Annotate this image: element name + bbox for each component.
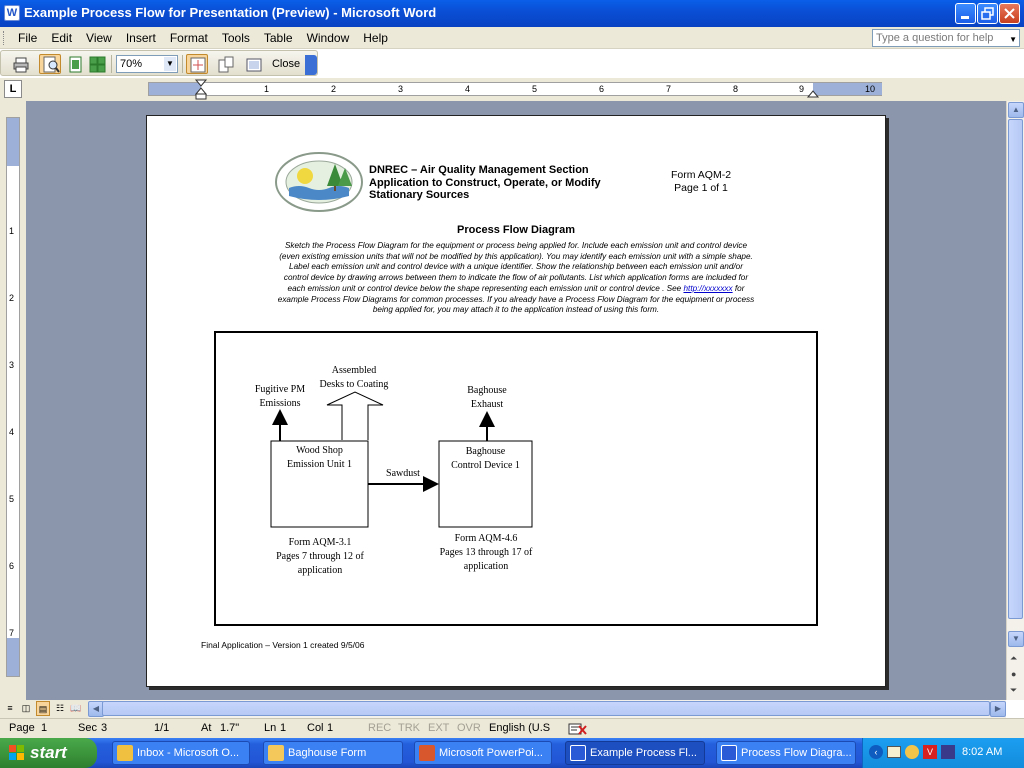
tray-expand-icon[interactable]: ‹ <box>869 745 883 759</box>
label-line: Wood Shop <box>296 445 343 456</box>
outline-view-icon[interactable]: ☷ <box>55 703 65 713</box>
help-search-input[interactable] <box>872 29 1020 47</box>
status-ovr[interactable]: OVR <box>457 722 481 734</box>
right-indent-marker-icon[interactable] <box>807 89 819 99</box>
view-buttons <box>0 700 88 718</box>
task-powerpoint[interactable] <box>414 741 552 765</box>
magnifier-button[interactable] <box>39 54 61 74</box>
label-line: Baghouse <box>467 385 507 396</box>
help-placeholder: Type a question for help <box>876 32 994 44</box>
ruler-number: 6 <box>9 561 15 571</box>
previous-page-icon[interactable]: ⏶ <box>1010 653 1018 663</box>
print-icon <box>12 56 30 74</box>
agency-heading <box>369 164 601 202</box>
instruction-line: each emission unit or control device below the shape representing each emission unit or control device . See <box>287 283 684 293</box>
form-id: Form AQM-2 <box>670 169 732 181</box>
start-label: start <box>30 743 67 762</box>
clock-sync-icon[interactable] <box>905 745 919 759</box>
top-margin-area <box>7 118 19 166</box>
status-ln-label: Ln <box>264 722 277 734</box>
menu-window[interactable]: Window <box>306 31 350 45</box>
task-example-process-flow[interactable] <box>565 741 705 765</box>
status-ext[interactable]: EXT <box>428 722 450 734</box>
print-layout-icon[interactable]: ▤ <box>36 701 50 716</box>
status-col-label: Col <box>307 722 324 734</box>
link-suffix: for <box>732 283 745 293</box>
multiple-pages-button[interactable] <box>86 54 108 74</box>
menu-edit[interactable]: Edit <box>51 31 73 45</box>
scroll-right-button[interactable]: ▶ <box>990 701 1006 717</box>
ruler-number: 7 <box>9 628 15 638</box>
print-button[interactable] <box>9 54 31 74</box>
one-page-button[interactable] <box>63 54 85 74</box>
normal-view-icon[interactable]: ≡ <box>7 703 13 713</box>
clock[interactable]: 8:02 AM <box>962 746 1003 758</box>
menu-bar <box>0 27 1024 49</box>
left-margin-area <box>149 83 201 95</box>
page-of: Page 1 of 1 <box>674 181 728 194</box>
close-window-button[interactable] <box>999 3 1020 24</box>
ruler-number: 1 <box>9 226 15 236</box>
folder-icon <box>268 745 284 761</box>
multiple-pages-icon <box>89 56 107 74</box>
task-label: Baghouse Form <box>288 747 367 759</box>
status-ln-value: 1 <box>280 722 287 734</box>
emission-unit-forms <box>264 536 376 578</box>
menu-grip[interactable] <box>3 31 6 45</box>
minimize-icon <box>956 4 975 23</box>
word-icon[interactable]: W <box>4 5 20 21</box>
bottom-margin-area <box>7 638 19 676</box>
task-process-flow-diagram[interactable] <box>716 741 856 765</box>
ruler-number: 8 <box>733 84 739 94</box>
menu-file[interactable]: File <box>18 31 38 45</box>
dropdown-arrow-icon[interactable]: ▼ <box>164 57 176 71</box>
ruler-number: 5 <box>532 84 538 94</box>
ruler-number: 1 <box>264 84 270 94</box>
menu-format[interactable]: Format <box>169 31 208 45</box>
horizontal-scroll-thumb[interactable] <box>102 701 990 716</box>
subtitle-line-2: Stationary Sources <box>369 189 470 201</box>
ruler-number: 2 <box>9 293 15 303</box>
shrink-to-fit-button[interactable] <box>214 54 236 74</box>
close-icon <box>1000 4 1019 23</box>
zoom-value: 70% <box>120 58 143 70</box>
ruler-row <box>0 78 1024 101</box>
status-language[interactable]: English (U.S <box>489 722 551 734</box>
one-page-icon <box>66 56 84 74</box>
label-line: Pages 13 through 17 of <box>439 547 533 558</box>
view-ruler-button[interactable] <box>186 54 208 74</box>
task-label: Process Flow Diagra... <box>741 747 852 759</box>
web-layout-icon[interactable]: ◫ <box>21 703 31 713</box>
ruler-number: 10 <box>865 84 876 94</box>
taskbar <box>0 738 1024 768</box>
label-line: Desks to Coating <box>319 379 389 390</box>
menu-items <box>12 27 396 49</box>
instructions <box>207 241 825 316</box>
label-line: Emissions <box>259 398 301 409</box>
instruction-line-with-link <box>207 284 825 295</box>
restore-icon <box>978 4 997 23</box>
dnrec-seal-logo <box>275 152 363 212</box>
title-bar[interactable] <box>0 0 1024 27</box>
instruction-line: example Process Flow Diagrams for common processes. If you already have a Process Flow Diagram for the equipment or process <box>277 294 755 304</box>
ruler-number: 7 <box>666 84 672 94</box>
sawdust-label: Sawdust <box>386 468 420 479</box>
status-page-label: Page <box>9 722 35 734</box>
label-line: Control Device 1 <box>451 460 520 471</box>
page-footer: Final Application – Version 1 created 9/5/06 <box>201 640 365 650</box>
print-preview-toolbar <box>0 50 318 76</box>
instruction-line: Sketch the Process Flow Diagram for the equipment or process being applied for. Include each emission unit and control device <box>284 241 748 250</box>
indent-marker-icon[interactable] <box>195 79 207 101</box>
label-line: application <box>463 561 509 572</box>
scroll-down-button[interactable]: ▼ <box>1008 631 1024 647</box>
start-button[interactable] <box>0 738 97 768</box>
horizontal-ruler[interactable] <box>148 82 882 96</box>
vertical-ruler-column <box>0 101 26 701</box>
status-at-value: 1.7" <box>220 722 240 734</box>
window-title: Example Process Flow for Presentation (Preview) - Microsoft Word <box>24 5 437 20</box>
vertical-scroll-thumb[interactable] <box>1008 119 1023 619</box>
word-icon <box>570 745 586 761</box>
status-at-label: At <box>201 722 212 734</box>
subtitle-line-1: Application to Construct, Operate, or Modify <box>369 176 601 189</box>
windows-flag-icon <box>9 745 25 761</box>
task-label: Microsoft PowerPoi... <box>439 747 543 759</box>
block-arrow-up <box>327 392 383 440</box>
instruction-line: being applied for, you may attach it to the application instead of using this form. <box>372 305 660 315</box>
status-sec-label: Sec <box>78 722 97 734</box>
label-line: Assembled <box>331 365 377 376</box>
task-label: Inbox - Microsoft O... <box>137 747 240 759</box>
ruler-number: 4 <box>9 427 15 437</box>
label-line: Fugitive PM <box>254 384 306 395</box>
example-link[interactable]: http://xxxxxxx <box>683 283 733 293</box>
toolbar-options-button[interactable] <box>305 55 317 75</box>
status-pages: 1/1 <box>154 722 170 734</box>
toolbar-separator <box>182 55 183 73</box>
task-baghouse-form[interactable] <box>263 741 403 765</box>
status-col-value: 1 <box>327 722 334 734</box>
network-icon[interactable] <box>941 745 955 759</box>
label-line: Emission Unit 1 <box>286 459 352 470</box>
ruler-number: 2 <box>331 84 337 94</box>
scroll-left-button[interactable]: ◀ <box>88 701 104 717</box>
ruler-number: 5 <box>9 494 15 504</box>
label-line: Exhaust <box>470 399 504 410</box>
control-device-forms <box>428 532 544 574</box>
ruler-number: 9 <box>799 84 805 94</box>
label-line: Form AQM-3.1 <box>288 537 352 548</box>
diagram-title: Process Flow Diagram <box>457 224 575 236</box>
document-page[interactable] <box>146 115 886 687</box>
scroll-up-button[interactable]: ▲ <box>1008 102 1024 118</box>
toolbar-separator <box>111 55 112 73</box>
magnifier-icon <box>42 56 60 74</box>
agency-line: DNREC – Air Quality Management Section <box>369 164 589 176</box>
menu-table[interactable]: Table <box>263 31 293 45</box>
full-screen-icon <box>245 56 263 74</box>
baghouse-exhaust-label <box>452 384 522 412</box>
ruler-number: 3 <box>398 84 404 94</box>
assembled-label <box>304 364 404 392</box>
task-label: Example Process Fl... <box>590 747 697 759</box>
close-preview-button[interactable]: Close <box>271 58 301 70</box>
instruction-line: control device by drawing arrows between them to indicate the flow of air pollutants. List which application forms are included for <box>283 273 749 283</box>
menu-view[interactable]: View <box>86 31 112 45</box>
ruler-number: 3 <box>9 360 15 370</box>
reading-layout-icon[interactable]: 📖 <box>70 703 82 713</box>
minimize-button[interactable] <box>955 3 976 24</box>
spelling-grammar-icon[interactable] <box>568 722 588 736</box>
label-line: Baghouse <box>465 446 506 457</box>
instruction-line: Label each emission unit and control device with a unique identifier. Show the relationship between each emission unit and/or <box>289 262 743 272</box>
view-ruler-icon <box>189 56 207 74</box>
shrink-to-fit-icon <box>217 56 235 74</box>
powerpoint-icon <box>419 745 435 761</box>
instruction-line: (even existing emission units that will not be modified by this application). You may identify each emission unit with a simple shape. <box>279 251 753 261</box>
full-screen-button[interactable] <box>242 54 264 74</box>
ruler-number: 6 <box>599 84 605 94</box>
maximize-button[interactable] <box>977 3 998 24</box>
task-inbox[interactable] <box>112 741 250 765</box>
horizontal-scrollbar[interactable] <box>88 700 1006 718</box>
label-line: application <box>297 565 343 576</box>
status-page-number: 1 <box>41 722 48 734</box>
status-bar <box>0 718 1024 738</box>
menu-insert[interactable]: Insert <box>125 31 156 45</box>
select-browse-object-icon[interactable]: ● <box>1011 669 1017 679</box>
menu-help[interactable]: Help <box>363 31 388 45</box>
diagram-frame <box>214 331 818 626</box>
mail-icon[interactable] <box>887 746 901 758</box>
status-sec-number: 3 <box>101 722 108 734</box>
vertical-ruler[interactable] <box>6 117 20 677</box>
label-line: Pages 7 through 12 of <box>276 551 364 562</box>
ruler-number: 4 <box>465 84 471 94</box>
status-rec[interactable]: REC <box>368 722 392 734</box>
outlook-icon <box>117 745 133 761</box>
menu-tools[interactable]: Tools <box>221 31 250 45</box>
emission-unit-label <box>272 444 367 472</box>
word-icon <box>721 745 737 761</box>
status-trk[interactable]: TRK <box>398 722 420 734</box>
zoom-select[interactable] <box>116 55 178 73</box>
next-page-icon[interactable]: ⏷ <box>1010 685 1018 695</box>
form-id-block <box>657 169 745 194</box>
antivirus-icon[interactable]: V <box>923 745 937 759</box>
dropdown-arrow-icon[interactable]: ▼ <box>1009 35 1017 44</box>
control-device-label <box>440 445 531 473</box>
tab-selector[interactable]: L <box>4 80 22 98</box>
vertical-scrollbar[interactable] <box>1006 101 1024 700</box>
label-line: Form AQM-4.6 <box>454 533 518 544</box>
